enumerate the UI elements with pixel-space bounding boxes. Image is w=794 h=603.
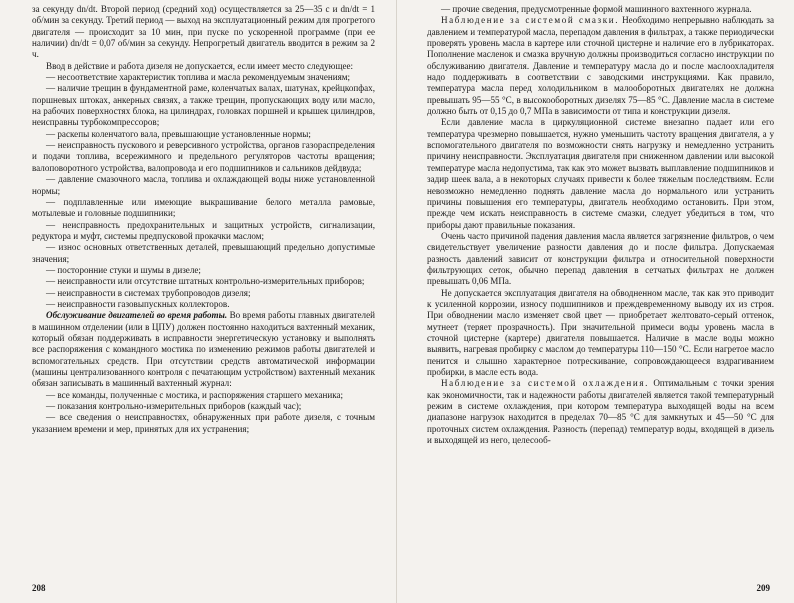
paragraph: Если давление масла в циркуляционной системе внезапно падает или его температура чрезмерно повышается, нужно уменьшить частоту вращения двигателя, а у вспомогательного двигателя по возможности снять нагрузку и немедленно устранить причину неисправности. Эксплуатация двигателя при сниженном давлении или высокой температуре масла недопустима, так как это может вызвать выплавление подшипников и задир шеек вала, а в некоторых случаях привести к более тяжелым последствиям. Если невозможно немедленно поднять давление масла до нормального или устранить причины повышения его температуры, двигатель необходимо остановить. При этом, прежде чем искать неисправность в системе смазки, следует убедиться в том, что приборы дают правильные показания.	[427, 117, 774, 230]
paragraph: за секунду dn/dt. Второй период (средний ход) осуществляется за 25—35 с и dn/dt = 1 об/мин за секунду. Третий период — выход на эксплуатационный режим для прогретого двигателя — происходит за 10 мин, при пуске по ускоренной программе (при ее наличии) dn/dt = 0,07 об/мин за секунду. Непрогретый двигатель вводится в режим за 2 ч.	[32, 4, 375, 60]
list-item: — несоответствие характеристик топлива и масла рекомендуемым значениям;	[46, 72, 351, 83]
list-item: — раскепы коленчатого вала, превышающие установленные нормы;	[46, 128, 311, 139]
list-item: — неисправность пускового и реверсивного устройства, органов газораспределения и подачи топлива, всережимного и предельного регуляторов частоты вращения; валоповоротного устройства, валопровода и его подшипников и сальников дейдвуда;	[32, 140, 375, 173]
list-item: — наличие трещин в фундаментной раме, коленчатых валах, шатунах, крейцкопфах, поршневых штоках, анкерных связях, а также трещин, пропускающих воду или масло, на рабочих поверхностях блока, на цилиндрах, головках поршней и крышек цилиндров, неисправны турбокомпрессоров;	[32, 83, 375, 128]
paragraph: Не допускается эксплуатация двигателя на обводненном масле, так как это приводит к усиленной коррозии, износу подшипников и преждевременному выводу их из строя. При обводнении масло изменяет свой цвет — приобретает желтовато-серый оттенок, мутнеет (теряет прозрачность). При значительной примеси воды уровень масла в сточной цистерне (картере) двигателя повышается. Наличие в масле воды можно выявить, нагревая пробирку с маслом до температуры 110—150 °C. Если нагретое масло пенится и слышно характерное потрескивание, сопровождающееся вздрагиванием пробирки, в масле есть вода.	[427, 287, 774, 377]
paragraph: Очень часто причиной падения давления масла является загрязнение фильтров, о чем свидетельствует увеличение разности давления до и после фильтра. Допускаемая разность давлений зависит от конструкции фильтра и относительной поверхности фильтрующих сеток, обычно перепад давления в сетчатых фильтрах не должен превышать 0,06 МПа.	[427, 230, 774, 287]
section-text: Необходимо непрерывно наблюдать за давлением и температурой масла, перепадом давления в фильтрах, а также периодически проверять уровень масла в картере или сточной цистерне и наличие его в лубрикаторах. Пополнение масленок и смазка вручную должны производиться согласно инструкции по обслуживанию двигателя. Давление и температуру масла до и после маслоохладителя надо поддерживать в соответствии с заводскими инструкциями. Как правило, температура масла перед холодильником в малооборотных двигателях не должна превышать 95—55 °C, в высокооборотных дизелях 75—85 °C. Давление масла в системе должно быть от 0,15 до 0,7 МПа в зависимости от типа и конструкции дизеля.	[427, 15, 774, 117]
list-item: — неисправности газовыпускных коллекторов.	[46, 298, 230, 309]
right-page	[397, 0, 794, 603]
section-paragraph	[427, 378, 774, 446]
paragraph: Ввод в действие и работа дизеля не допускается, если имеет место следующее:	[46, 60, 354, 71]
section-heading: Обслуживание двигателей во время работы.	[46, 310, 228, 321]
list-item: — показания контрольно-измерительных приборов (каждый час);	[46, 401, 302, 412]
list-item: — неисправности в системах трубопроводов дизеля;	[46, 287, 251, 298]
page-number: 209	[756, 582, 770, 593]
list-item: — все сведения о неисправностях, обнаруженных при работе дизеля, с точным указанием времени и мер, принятых для их устранения;	[32, 412, 375, 434]
list-item: — износ основных ответственных деталей, превышающий предельно допустимые значения;	[32, 242, 375, 264]
list-item: — подплавленные или имеющие выкрашивание белого металла рамовые, мотылевые и головные подшипники;	[32, 196, 375, 219]
section-text: Оптимальным с точки зрения как экономичности, так и надежности работы двигателей является такой температурный режим в системе охлаждения, при котором температура выходящей воды на всем диапазоне нагрузок находится в пределах 70—85 °C для замкнутых и 45—50 °C для проточных систем охлаждения. Разность (перепад) температур воды, входящей в дизель и выходящей из него, целесооб-	[427, 378, 774, 446]
section-text: Во время работы главных двигателей в машинном отделении (или в ЦПУ) должен постоянно находиться вахтенный механик, который обязан поддерживать в исправности энергетическую установку и выполнять все распоряжения с командного мостика по изменению режимов работы двигателей и вспомогательных средств. При отсутствии средств автоматической информации (машины централизованного контроля с печатающим устройством) вахтенный механик обязан записывать в машинный вахтенный журнал:	[32, 310, 375, 389]
list-item: — давление смазочного масла, топлива и охлаждающей воды ниже установленной нормы;	[32, 174, 375, 196]
section-heading: Наблюдение за системой охлаждения.	[441, 378, 650, 389]
list-item: — неисправности или отсутствие штатных контрольно-измерительных приборов;	[46, 276, 365, 287]
list-item: — прочие сведения, предусмотренные формой машинного вахтенного журнала.	[441, 4, 752, 14]
list-item: — все команды, полученные с мостика, и распоряжения старшего механика;	[46, 389, 344, 400]
list-item: — неисправность предохранительных и защитных устройств, сигнализации, редуктора и муфт, системы предпусковой прокачки маслом;	[32, 219, 375, 241]
section-paragraph	[32, 310, 375, 389]
page-number: 208	[32, 582, 46, 593]
section-paragraph	[427, 15, 774, 117]
list-item: — посторонние стуки и шумы в дизеле;	[46, 264, 201, 275]
section-heading: Наблюдение за системой смазки.	[441, 15, 620, 26]
